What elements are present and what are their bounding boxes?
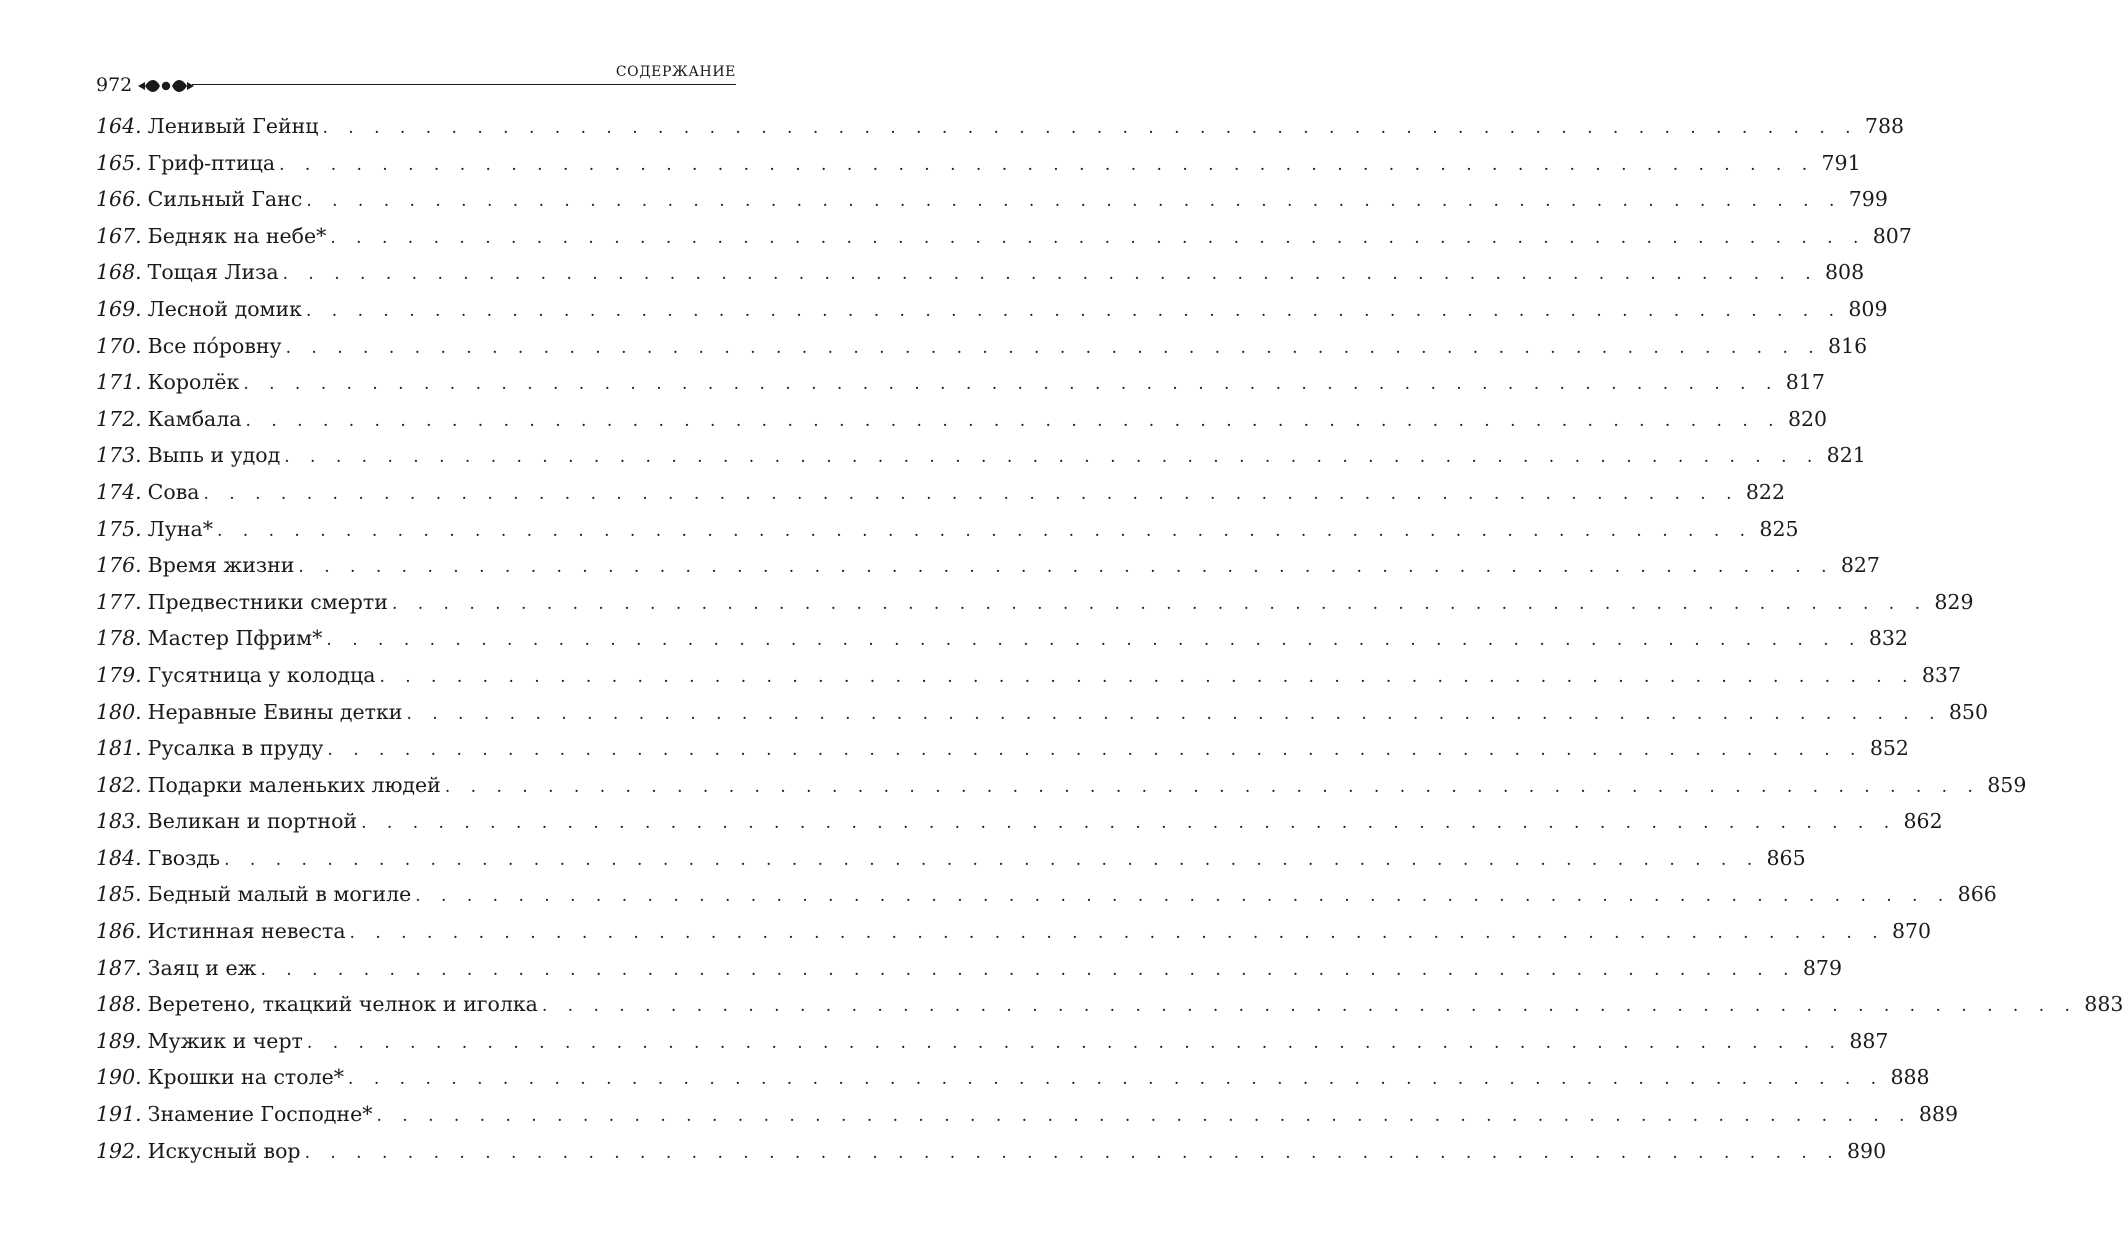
entry-title: Время жизни xyxy=(147,553,295,578)
entry-page-number: 817 xyxy=(1785,370,1825,395)
entry-title: Тощая Лиза xyxy=(147,260,279,285)
toc-entry-172[interactable] xyxy=(96,401,1828,438)
entry-number: 187. xyxy=(96,955,142,980)
toc-entry-165[interactable] xyxy=(96,145,1861,182)
entry-page-number: 850 xyxy=(1948,699,1988,724)
entry-number: 178. xyxy=(96,626,142,651)
entry-page-number: 889 xyxy=(1918,1102,1959,1127)
dot-leader: . . . . . . . . . . . . . . . . . . . . . . . . . . . . . . . . . . . . . . . . . . . . . . . . . . . . . . . . . . . . xyxy=(224,849,1760,870)
entry-title: Истинная невеста xyxy=(147,919,346,944)
running-title: СОДЕРЖАНИЕ xyxy=(615,64,736,80)
dot-leader: . . . . . . . . . . . . . . . . . . . . . . . . . . . . . . . . . . . . . . . . . . . . . . . . . . . . . . . . . . . . xyxy=(348,1069,1884,1090)
toc-entry-164[interactable] xyxy=(96,108,1905,145)
dot-leader: . . . . . . . . . . . . . . . . . . . . . . . . . . . . . . . . . . . . . . . . . . . . . . . . . . . . . . . . . . . . xyxy=(216,520,1753,541)
toc-entry-181[interactable] xyxy=(96,730,1909,767)
entry-title: Бедный малый в могиле xyxy=(147,882,412,907)
toc-entry-169[interactable] xyxy=(96,291,1888,328)
entry-number: 172. xyxy=(96,406,142,431)
entry-page-number: 829 xyxy=(1934,589,1974,614)
dot-leader: . . . . . . . . . . . . . . . . . . . . . . . . . . . . . . . . . . . . . . . . . . . . . . . . . . . . . . . . . . . . xyxy=(245,410,1782,431)
dot-leader: . . . . . . . . . . . . . . . . . . . . . . . . . . . . . . . . . . . . . . . . . . . . . . . . . . . . . . . . . . . . xyxy=(391,593,1928,614)
dot-leader: . . . . . . . . . . . . . . . . . . . . . . . . . . . . . . . . . . . . . . . . . . . . . . . . . . . . . . . . . . . . xyxy=(361,813,1897,834)
entry-title: Выпь и удод xyxy=(147,443,281,468)
entry-page-number: 808 xyxy=(1825,260,1865,285)
entry-title: Искусный вор xyxy=(147,1138,301,1163)
entry-title: Великан и портной xyxy=(147,809,358,834)
toc-entry-183[interactable] xyxy=(96,803,1943,840)
entry-number: 176. xyxy=(96,553,142,578)
dot-leader: . . . . . . . . . . . . . . . . . . . . . . . . . . . . . . . . . . . . . . . . . . . . . . . . . . . . . . . . . . . . xyxy=(285,337,1822,358)
entry-page-number: 791 xyxy=(1821,150,1861,175)
entry-number: 165. xyxy=(96,150,142,175)
entry-title: Все по́ровну xyxy=(147,333,282,358)
entry-number: 191. xyxy=(96,1102,142,1127)
entry-number: 177. xyxy=(96,589,142,614)
entry-title: Королёк xyxy=(147,370,240,395)
dot-leader: . . . . . . . . . . . . . . . . . . . . . . . . . . . . . . . . . . . . . . . . . . . . . . . . . . . . . . . . . . . . xyxy=(282,264,1819,285)
toc-entry-190[interactable] xyxy=(96,1059,1930,1096)
toc-entry-185[interactable] xyxy=(96,876,1997,913)
dot-leader: . . . . . . . . . . . . . . . . . . . . . . . . . . . . . . . . . . . . . . . . . . . . . . . . . . . . . . . . . . . . xyxy=(306,191,1842,212)
toc-entry-188[interactable] xyxy=(96,986,2123,1023)
toc-entry-191[interactable] xyxy=(96,1096,1959,1133)
table-of-contents xyxy=(96,108,2123,1169)
entry-page-number: 887 xyxy=(1849,1028,1889,1053)
toc-entry-187[interactable] xyxy=(96,950,1843,987)
entry-page-number: 807 xyxy=(1872,223,1912,248)
dot-leader: . . . . . . . . . . . . . . . . . . . . . . . . . . . . . . . . . . . . . . . . . . . . . . . . . . . . . . . . . . . . xyxy=(260,959,1797,980)
entry-page-number: 888 xyxy=(1890,1065,1930,1090)
dot-leader: . . . . . . . . . . . . . . . . . . . . . . . . . . . . . . . . . . . . . . . . . . . . . . . . . . . . . . . . . . . . xyxy=(284,447,1820,468)
entry-title: Гвоздь xyxy=(147,845,221,870)
entry-page-number: 822 xyxy=(1745,479,1786,504)
entry-page-number: 879 xyxy=(1802,955,1843,980)
entry-page-number: 870 xyxy=(1891,919,1932,944)
entry-title: Гусятница у колодца xyxy=(147,662,376,687)
entry-number: 179. xyxy=(96,662,142,687)
entry-number: 164. xyxy=(96,114,142,138)
fleuron-ornament-icon xyxy=(136,76,196,96)
page-number: 972 xyxy=(96,74,133,96)
entry-title: Мужик и черт xyxy=(147,1028,303,1053)
entry-page-number: 883 xyxy=(2084,992,2123,1017)
entry-page-number: 821 xyxy=(1826,443,1866,468)
toc-entry-192[interactable] xyxy=(96,1133,1887,1170)
entry-title: Камбала xyxy=(147,406,242,431)
entry-number: 167. xyxy=(96,223,142,248)
entry-title: Лесной домик xyxy=(147,296,302,321)
toc-entry-180[interactable] xyxy=(96,694,1988,731)
entry-title: Русалка в пруду xyxy=(147,736,324,761)
toc-entry-184[interactable] xyxy=(96,840,1806,877)
entry-title: Гриф-птица xyxy=(147,150,276,175)
toc-entry-170[interactable] xyxy=(96,328,1868,365)
toc-entry-166[interactable] xyxy=(96,181,1888,218)
entry-number: 166. xyxy=(96,187,142,212)
entry-title: Предвестники смерти xyxy=(147,589,388,614)
entry-title: Веретено, ткацкий челнок и иголка xyxy=(147,992,538,1017)
toc-entry-173[interactable] xyxy=(96,437,1866,474)
entry-page-number: 837 xyxy=(1921,662,1961,687)
toc-entry-174[interactable] xyxy=(96,474,1786,511)
dot-leader: . . . . . . . . . . . . . . . . . . . . . . . . . . . . . . . . . . . . . . . . . . . . . . . . . . . . . . . . . . . . xyxy=(330,227,1866,248)
entry-title: Подарки маленьких людей xyxy=(147,772,441,797)
dot-leader: . . . . . . . . . . . . . . . . . . . . . . . . . . . . . . . . . . . . . . . . . . . . . . . . . . . . . . . . . . . . xyxy=(322,118,1859,138)
toc-entry-189[interactable] xyxy=(96,1023,1889,1060)
entry-page-number: 788 xyxy=(1864,114,1905,138)
entry-number: 186. xyxy=(96,919,142,944)
dot-leader: . . . . . . . . . . . . . . . . . . . . . . . . . . . . . . . . . . . . . . . . . . . . . . . . . . . . . . . . . . . . xyxy=(326,630,1862,651)
entry-number: 174. xyxy=(96,479,142,504)
entry-page-number: 825 xyxy=(1759,516,1799,541)
entry-number: 168. xyxy=(96,260,142,285)
dot-leader: . . . . . . . . . . . . . . . . . . . . . . . . . . . . . . . . . . . . . . . . . . . . . . . . . . . . . . . . . . . . xyxy=(327,740,1863,761)
entry-page-number: 890 xyxy=(1846,1138,1887,1163)
entry-page-number: 862 xyxy=(1903,809,1943,834)
toc-entry-175[interactable] xyxy=(96,511,1799,548)
dot-leader: . . . . . . . . . . . . . . . . . . . . . . . . . . . . . . . . . . . . . . . . . . . . . . . . . . . . . . . . . . . . xyxy=(349,923,1886,944)
entry-title: Сова xyxy=(147,479,200,504)
dot-leader: . . . . . . . . . . . . . . . . . . . . . . . . . . . . . . . . . . . . . . . . . . . . . . . . . . . . . . . . . . . . xyxy=(243,374,1779,395)
dot-leader: . . . . . . . . . . . . . . . . . . . . . . . . . . . . . . . . . . . . . . . . . . . . . . . . . . . . . . . . . . . . xyxy=(298,557,1834,578)
entry-number: 189. xyxy=(96,1028,142,1053)
entry-page-number: 859 xyxy=(1987,772,2027,797)
entry-number: 192. xyxy=(96,1138,142,1163)
entry-number: 180. xyxy=(96,699,142,724)
toc-entry-182[interactable] xyxy=(96,767,2027,804)
entry-page-number: 820 xyxy=(1787,406,1828,431)
dot-leader: . . . . . . . . . . . . . . . . . . . . . . . . . . . . . . . . . . . . . . . . . . . . . . . . . . . . . . . . . . . . xyxy=(203,483,1740,504)
page-header xyxy=(96,64,736,98)
entry-title: Крошки на столе* xyxy=(147,1065,345,1090)
entry-title: Неравные Евины детки xyxy=(147,699,403,724)
dot-leader: . . . . . . . . . . . . . . . . . . . . . . . . . . . . . . . . . . . . . . . . . . . . . . . . . . . . . . . . . . . . xyxy=(379,666,1915,687)
dot-leader: . . . . . . . . . . . . . . . . . . . . . . . . . . . . . . . . . . . . . . . . . . . . . . . . . . . . . . . . . . . . xyxy=(305,300,1842,321)
entry-title: Заяц и еж xyxy=(147,955,257,980)
entry-number: 175. xyxy=(96,516,142,541)
dot-leader: . . . . . . . . . . . . . . . . . . . . . . . . . . . . . . . . . . . . . . . . . . . . . . . . . . . . . . . . . . . . xyxy=(306,1032,1843,1053)
dot-leader: . . . . . . . . . . . . . . . . . . . . . . . . . . . . . . . . . . . . . . . . . . . . . . . . . . . . . . . . . . . . xyxy=(406,703,1942,724)
dot-leader: . . . . . . . . . . . . . . . . . . . . . . . . . . . . . . . . . . . . . . . . . . . . . . . . . . . . . . . . . . . . xyxy=(444,776,1981,797)
header-rule xyxy=(192,84,736,85)
toc-entry-177[interactable] xyxy=(96,584,1974,621)
entry-title: Ленивый Гейнц xyxy=(147,114,319,138)
entry-title: Луна* xyxy=(147,516,213,541)
entry-page-number: 866 xyxy=(1957,882,1997,907)
entry-title: Бедняк на небе* xyxy=(147,223,327,248)
entry-number: 185. xyxy=(96,882,142,907)
entry-number: 188. xyxy=(96,992,142,1017)
toc-entry-179[interactable] xyxy=(96,657,1961,694)
entry-page-number: 816 xyxy=(1828,333,1868,358)
entry-page-number: 852 xyxy=(1869,736,1909,761)
dot-leader: . . . . . . . . . . . . . . . . . . . . . . . . . . . . . . . . . . . . . . . . . . . . . . . . . . . . . . . . . . . . xyxy=(279,154,1815,175)
toc-entry-171[interactable] xyxy=(96,364,1825,401)
toc-entry-178[interactable] xyxy=(96,620,1908,657)
dot-leader: . . . . . . . . . . . . . . . . . . . . . . . . . . . . . . . . . . . . . . . . . . . . . . . . . . . . . . . . . . . . xyxy=(541,996,2078,1017)
entry-number: 184. xyxy=(96,845,142,870)
entry-number: 183. xyxy=(96,809,142,834)
entry-number: 173. xyxy=(96,443,142,468)
entry-page-number: 827 xyxy=(1840,553,1880,578)
entry-number: 169. xyxy=(96,296,142,321)
entry-number: 182. xyxy=(96,772,142,797)
toc-entry-176[interactable] xyxy=(96,547,1880,584)
entry-number: 181. xyxy=(96,736,142,761)
entry-title: Сильный Ганс xyxy=(147,187,303,212)
entry-page-number: 799 xyxy=(1848,187,1888,212)
toc-entry-168[interactable] xyxy=(96,254,1865,291)
entry-number: 170. xyxy=(96,333,142,358)
entry-number: 171. xyxy=(96,370,142,395)
toc-entry-186[interactable] xyxy=(96,913,1932,950)
entry-page-number: 809 xyxy=(1848,296,1888,321)
entry-title: Мастер Пфрим* xyxy=(147,626,323,651)
entry-number: 190. xyxy=(96,1065,142,1090)
entry-page-number: 832 xyxy=(1868,626,1908,651)
dot-leader: . . . . . . . . . . . . . . . . . . . . . . . . . . . . . . . . . . . . . . . . . . . . . . . . . . . . . . . . . . . . xyxy=(304,1142,1841,1163)
toc-entry-167[interactable] xyxy=(96,218,1912,255)
entry-page-number: 865 xyxy=(1766,845,1806,870)
entry-title: Знамение Господне* xyxy=(147,1102,373,1127)
dot-leader: . . . . . . . . . . . . . . . . . . . . . . . . . . . . . . . . . . . . . . . . . . . . . . . . . . . . . . . . . . . . xyxy=(376,1106,1913,1127)
dot-leader: . . . . . . . . . . . . . . . . . . . . . . . . . . . . . . . . . . . . . . . . . . . . . . . . . . . . . . . . . . . . xyxy=(415,886,1951,907)
